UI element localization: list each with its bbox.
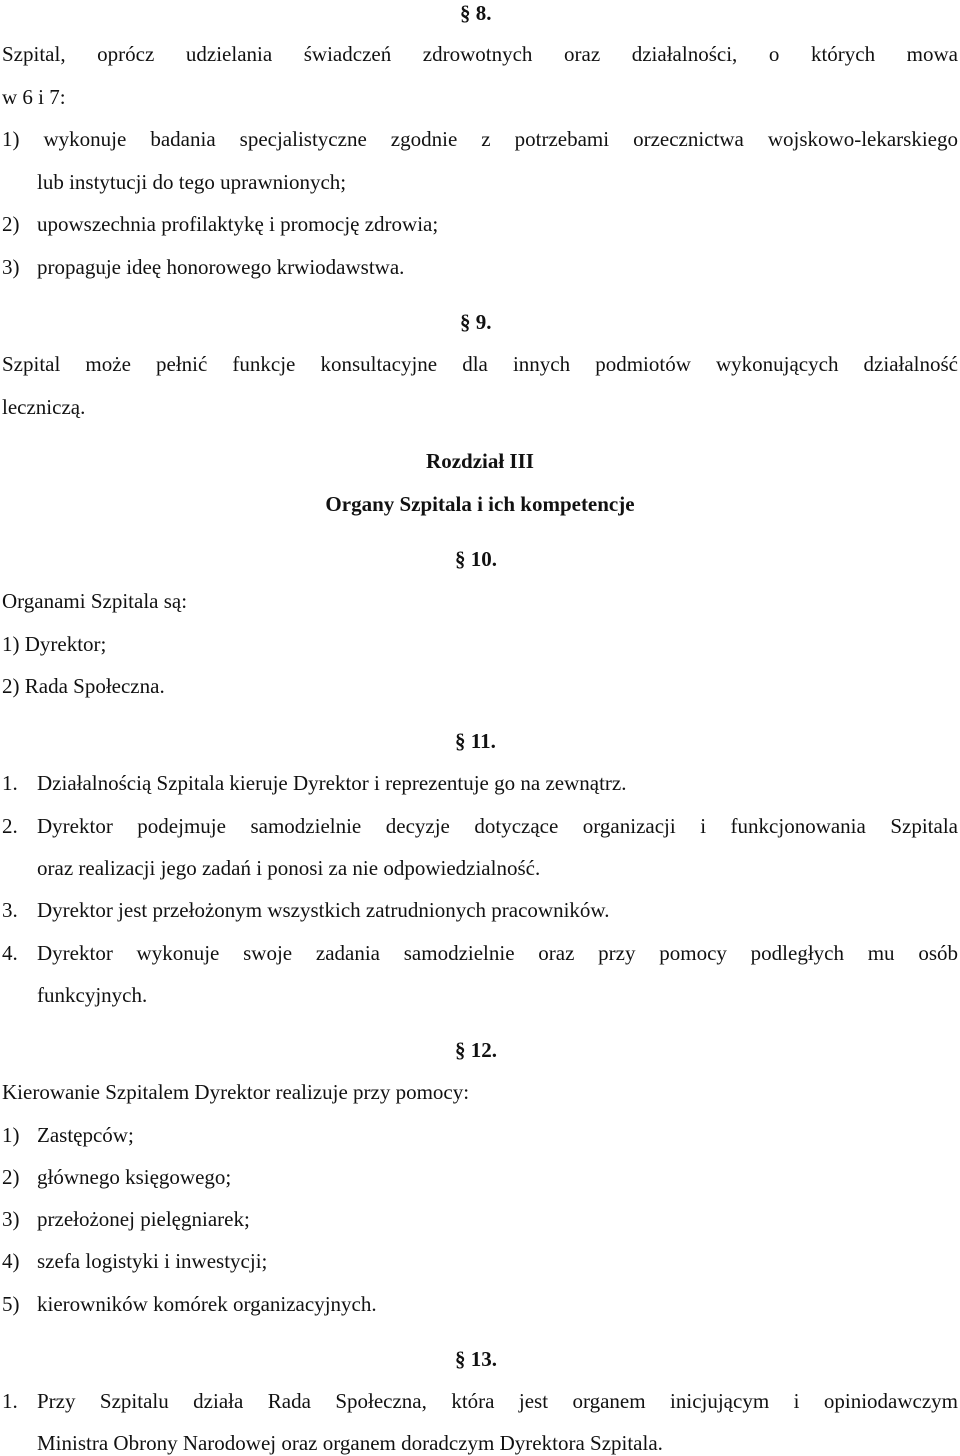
p11-item3 (2, 897, 609, 923)
p11-item1 (2, 770, 626, 796)
p13-item1-text1: Przy Szpitalu działa Rada Społeczna, która jest organem inicjującym i opiniodawczym (37, 1389, 958, 1413)
p8-item2 (2, 211, 438, 237)
p8-item2-text: upowszechnia profilaktykę i promocję zdrowia; (37, 212, 439, 236)
p11-item1-number: 1. (2, 771, 18, 795)
p11-item4-number: 4. (2, 941, 18, 965)
section-13-heading: § 13. (455, 1347, 497, 1371)
p8-item3 (2, 254, 404, 280)
p12-item-number: 1) (2, 1123, 20, 1147)
p8-item1-line1: 1) wykonuje badania specjalistyczne zgodnie z potrzebami orzecznictwa wojskowo-lekarskiego (2, 127, 958, 151)
p12-item-number: 5) (2, 1292, 20, 1316)
p13-item1-line1 (2, 1388, 958, 1414)
p8-item1-line2: lub instytucji do tego uprawnionych; (37, 170, 347, 194)
p13-item1-number: 1. (2, 1389, 18, 1413)
p9-line1: Szpital może pełnić funkcje konsultacyjne dla innych podmiotów wykonujących działalność (2, 352, 958, 376)
p10-intro: Organami Szpitala są: (2, 589, 188, 613)
p12-item-text: szefa logistyki i inwestycji; (37, 1249, 268, 1273)
p8-item3-text: propaguje ideę honorowego krwiodawstwa. (37, 255, 405, 279)
chapter-title: Rozdział III (426, 449, 534, 473)
p12-item-text: przełożonej pielęgniarek; (37, 1207, 250, 1231)
section-11-heading: § 11. (455, 729, 496, 753)
p12-item-text: Zastępców; (37, 1123, 134, 1147)
p12-item (2, 1122, 134, 1148)
p11-item3-number: 3. (2, 898, 18, 922)
p12-item-number: 4) (2, 1249, 20, 1273)
p11-item4-line2: funkcyjnych. (37, 983, 148, 1007)
p8-item3-number: 3) (2, 255, 20, 279)
p11-item2-line1 (2, 813, 958, 839)
p11-item2-number: 2. (2, 814, 18, 838)
p11-item2-text1: Dyrektor podejmuje samodzielnie decyzje dotyczące organizacji i funkcjonowania Szpitala (37, 814, 958, 838)
p9-line2: leczniczą. (2, 395, 86, 419)
section-8-heading: § 8. (460, 1, 492, 25)
p11-item4-text1: Dyrektor wykonuje swoje zadania samodzielnie oraz przy pomocy podległych mu osób (37, 941, 958, 965)
p12-item (2, 1291, 377, 1317)
section-10-heading: § 10. (455, 547, 497, 571)
p11-item2-line2: oraz realizacji jego zadań i ponosi za nie odpowiedzialność. (37, 856, 541, 880)
chapter-subtitle: Organy Szpitala i ich kompetencje (325, 492, 635, 516)
section-9-heading: § 9. (460, 310, 492, 334)
p13-item1-line2: Ministra Obrony Narodowej oraz organem doradczym Dyrektora Szpitala. (37, 1431, 663, 1455)
section-12-heading: § 12. (455, 1038, 497, 1062)
p8-intro-line2: w 6 i 7: (2, 85, 66, 109)
p11-item3-text: Dyrektor jest przełożonym wszystkich zatrudnionych pracowników. (37, 898, 610, 922)
p12-item-number: 3) (2, 1207, 20, 1231)
p12-item (2, 1206, 250, 1232)
p12-item-number: 2) (2, 1165, 20, 1189)
p12-item (2, 1164, 231, 1190)
p11-item4-line1 (2, 940, 958, 966)
p8-intro-line1: Szpital, oprócz udzielania świadczeń zdrowotnych oraz działalności, o których mowa (2, 42, 958, 66)
p8-item2-number: 2) (2, 212, 20, 236)
p10-item2: 2) Rada Społeczna. (2, 674, 165, 698)
p11-item1-text: Działalnością Szpitala kieruje Dyrektor i reprezentuje go na zewnątrz. (37, 771, 627, 795)
p12-intro: Kierowanie Szpitalem Dyrektor realizuje przy pomocy: (2, 1080, 470, 1104)
p12-item-text: kierowników komórek organizacyjnych. (37, 1292, 377, 1316)
p10-item1: 1) Dyrektor; (2, 632, 107, 656)
p12-item-text: głównego księgowego; (37, 1165, 232, 1189)
p12-item (2, 1248, 267, 1274)
